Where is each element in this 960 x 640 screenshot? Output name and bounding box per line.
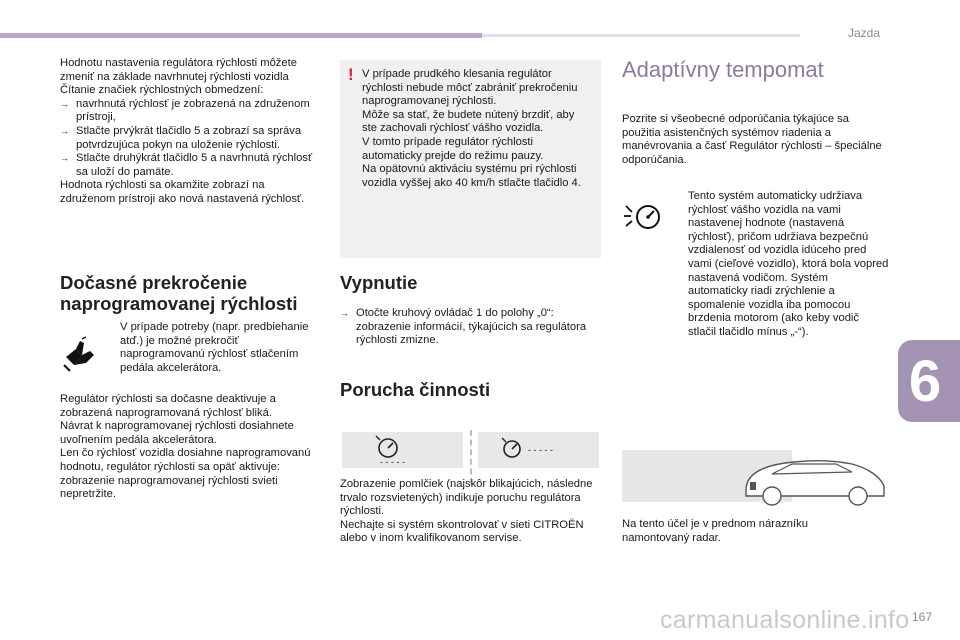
chapter-tab: 6 [898,340,960,422]
col1-para: Regulátor rýchlosti sa dočasne deaktivuje a zobrazená naprogramovaná rýchlosť bliká. [60,393,276,419]
list-item: → Otočte kruhový ovládač 1 do polohy „0“: zobrazenie informácií, týkajúcich sa regulátora rýchlosti zmizne. [340,307,602,348]
speedometer-icon [622,198,666,239]
col1-paragraphs [60,393,322,502]
section-heading-off: Vypnutie [340,272,418,293]
override-icon-block [60,321,322,378]
chapter-name: Jazda [848,26,881,40]
fault-text-block [340,478,602,546]
adaptive-icon-block [622,190,890,340]
warning-line: Môže sa stať, že budete nútený brzdiť, aby ste zachovali rýchlosť vášho vozidla. [362,108,575,135]
adaptive-refer: Pozrite si všeobecné odporúčania týkajúce sa použitia asistenčných systémov riadenia a manévrovania a časť Regulátor rýchlosti – špeciálne odporúčania. [622,113,882,166]
speedometer-dashes-icon [342,432,463,468]
speedometer-dashes-icon [478,432,599,468]
header-accent-bar [0,33,482,38]
fault-display-panel-2 [478,432,599,468]
svg-text:- - - - -: - - - - - [380,457,405,467]
col1-outro: Hodnota rýchlosti sa okamžite zobrazí na združenom prístroji ako nová nastavená rýchlosť. [60,179,305,205]
section-heading-fault: Porucha činnosti [340,379,491,400]
warning-box [340,60,601,258]
col1-para: Návrat k naprogramovanej rýchlosti dosiahnete uvoľnením pedála akcelerátora. [60,420,294,446]
warning-line: V prípade prudkého klesania regulátor rýchlosti nebude môcť zabrániť prekročeniu naprogramovanej rýchlosti. [362,68,578,108]
col1-bullet-list [60,98,322,180]
watermark: carmanualsonline.info [660,606,910,634]
list-item: → navrhnutá rýchlosť je zobrazená na združenom prístroji, [60,98,322,125]
fault-display-panel-1 [342,432,463,468]
list-item: → Stlačte prvýkrát tlačidlo 5 a zobrazí sa správa potvrdzujúca pokyn na uloženie rýchlosti. [60,125,322,152]
off-block [340,307,602,348]
warning-line: Na opätovnú aktiváciu systému pri rýchlosti vozidla vyššej ako 40 km/h stlačte tlačidlo 4. [362,163,581,189]
hand-on-wheel-icon [60,335,100,378]
radar-text: Na tento účel je v prednom nárazníku namontovaný radar. [622,518,808,544]
page-number: 167 [912,610,933,624]
panel-divider [470,430,472,484]
warning-icon: ! [348,65,354,84]
adaptive-text: Tento systém automaticky udržiava rýchlosť vášho vozidla na vami nastavenej hodnote (nastavená rýchlosť), pričom udržiava bezpečnú vzdialenosť od vozidla idúceho pred vami (cieľové vozidlo), ktorá bola vopred nastavená vodičom. Systém automaticky riadi zrýchlenie a spomalenie vozidla iba pomocou brzdenia motorom (ako keby vodič stlačil tlačidlo mínus „-“). [688,190,889,338]
header-accent-bar-light [482,34,800,37]
col1-para: Len čo rýchlosť vozidla dosiahne naprogramovanú hodnotu, regulátor rýchlosti sa opäť aktivuje: zobrazenie naprogramovanej rýchlosti svieti nepretržite. [60,447,311,501]
list-item: → Stlačte druhýkrát tlačidlo 5 a navrhnutá rýchlosť sa uloží do pamäte. [60,152,322,179]
override-text: V prípade potreby (napr. predbiehanie atď.) je možné prekročiť naprogramovanú rýchlosť stlačením pedála akcelerátora. [120,321,309,374]
fault-para: Zobrazenie pomlčiek (najskôr blikajúcich, následne trvalo rozsvietených) indikuje poruchu regulátora rýchlosti. [340,478,593,518]
col1-intro: Hodnotu nastavenia regulátora rýchlosti môžete zmeniť na základe navrhnutej rýchlosti vozidla Čítanie značiek rýchlostných obmedzení: [60,57,297,97]
fault-para: Nechajte si systém skontrolovať v sieti CITROËN alebo v inom kvalifikovanom servise. [340,518,584,545]
warning-line: V tomto prípade regulátor rýchlosti automaticky prejde do režimu pauzy. [362,135,544,162]
svg-text:- - - - -: - - - - - [528,445,553,455]
col1-intro-block [60,57,322,207]
car-radar-icon [622,440,892,512]
section-heading-override: Dočasné prekročenie naprogramovanej rýchlosti [60,272,298,314]
section-heading-adaptive: Adaptívny tempomat [622,57,824,82]
